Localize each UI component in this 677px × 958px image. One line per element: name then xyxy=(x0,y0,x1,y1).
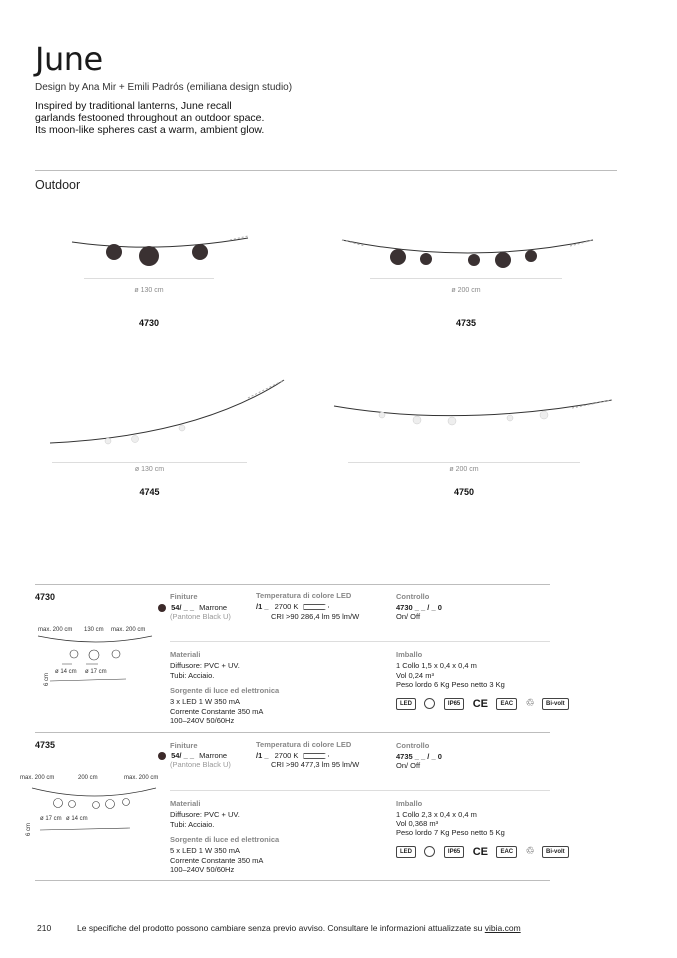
temperature-label: Temperatura di colore LED xyxy=(256,740,352,749)
control-label: Controllo xyxy=(396,741,430,750)
dimension-line xyxy=(348,462,580,463)
footer-link[interactable]: vibia.com xyxy=(484,923,521,933)
spec-inner-divider xyxy=(170,790,550,791)
finish-name: Marrone xyxy=(199,603,228,612)
spec-divider xyxy=(35,584,550,585)
eac-badge: EAC xyxy=(496,698,517,710)
source-line: Corrente Constante 350 mA xyxy=(170,707,264,716)
finish-label: Finiture xyxy=(170,592,198,601)
led-badge: LED xyxy=(396,698,416,710)
dim-d1: ø 14 cm xyxy=(55,669,77,675)
packaging-line: 1 Collo 2,3 x 0,4 x 0,4 m xyxy=(396,810,477,819)
temperature-code: /1 _ xyxy=(256,602,269,611)
source-label: Sorgente di luce ed elettronica xyxy=(170,835,280,844)
lamp-illustration-4730 xyxy=(70,230,250,270)
temperature-cri: CRI >90 286,4 lm 95 lm/W xyxy=(271,612,360,621)
dim-mid: 130 cm xyxy=(84,627,104,633)
bulb-icon xyxy=(424,846,435,857)
diameter-label: ø 200 cm xyxy=(451,287,481,294)
model-code: 4750 xyxy=(453,487,475,497)
dimension-line xyxy=(52,462,247,463)
spec-inner-divider xyxy=(170,641,550,642)
packaging-line: Vol 0,24 m³ xyxy=(396,671,434,680)
source-label: Sorgente di luce ed elettronica xyxy=(170,686,280,695)
dim-height: 6 cm xyxy=(44,672,50,686)
dimension-line xyxy=(370,278,562,279)
temperature-label: Temperatura di colore LED xyxy=(256,591,352,600)
lamp-illustration-4745 xyxy=(48,378,288,448)
diameter-label: ø 130 cm xyxy=(134,466,165,473)
model-code: 4745 xyxy=(139,487,160,497)
materials-line: Tubi: Acciaio. xyxy=(170,820,215,829)
volt-badge: Bi-volt xyxy=(542,698,569,710)
page-number: 210 xyxy=(37,923,52,933)
eac-badge: EAC xyxy=(496,846,517,858)
color-temp-icon xyxy=(303,604,329,610)
temperature-value: 2700 K xyxy=(274,751,299,760)
dimension-line xyxy=(84,278,214,279)
source-line: Corrente Constante 350 mA xyxy=(170,856,264,865)
materials-line: Diffusore: PVC + UV. xyxy=(170,810,240,819)
dim-left: max. 200 cm xyxy=(20,775,55,781)
materials-line: Tubi: Acciaio. xyxy=(170,671,215,680)
intro-line: Its moon-like spheres cast a warm, ambient glow. xyxy=(35,124,265,136)
dim-left: max. 200 cm xyxy=(38,627,73,633)
designer-credit: Design by Ana Mir + Emili Padrós (emiliana design studio) xyxy=(35,82,293,93)
ip-badge: IP65 xyxy=(444,846,464,858)
spec-divider xyxy=(35,880,550,881)
lamp-illustration-4735 xyxy=(340,236,595,276)
intro-line: Inspired by traditional lanterns, June recall xyxy=(35,100,232,112)
certification-row xyxy=(396,843,573,861)
materials-label: Materiali xyxy=(170,650,201,659)
dim-right: max. 200 cm xyxy=(124,775,159,781)
footer-text: Le specifiche del prodotto possono cambiare senza previo avviso. Consultare le informazioni attualizzate su xyxy=(77,923,485,933)
bulb-icon xyxy=(424,698,435,709)
dim-d1: ø 17 cm xyxy=(40,816,62,822)
dim-right: max. 200 cm xyxy=(111,627,146,633)
dim-mid: 200 cm xyxy=(78,775,98,781)
packaging-line: Peso lordo 7 Kg Peso netto 5 Kg xyxy=(396,828,505,837)
ce-mark: CE xyxy=(472,845,488,858)
finish-code: 54/ _ _ xyxy=(171,603,195,612)
control-label: Controllo xyxy=(396,592,430,601)
source-line: 100–240V 50/60Hz xyxy=(170,716,235,725)
finish-pantone: (Pantone Black U) xyxy=(170,760,231,769)
temperature-cri: CRI >90 477,3 lm 95 lm/W xyxy=(271,760,360,769)
model-code: 4735 xyxy=(455,318,477,328)
led-badge: LED xyxy=(396,846,416,858)
packaging-line: Vol 0,368 m³ xyxy=(396,819,439,828)
header-divider xyxy=(35,170,617,171)
recycle-icon: ♲ xyxy=(525,846,535,858)
technical-drawing xyxy=(30,784,160,834)
temperature-code: /1 _ xyxy=(256,751,269,760)
page-title: June xyxy=(35,40,103,78)
spec-code: 4735 xyxy=(35,740,56,750)
materials-label: Materiali xyxy=(170,799,201,808)
diameter-label: ø 200 cm xyxy=(449,466,479,473)
diameter-label: ø 130 cm xyxy=(134,287,164,294)
control-code: 4730 _ _ / _ 0 xyxy=(396,603,442,612)
source-line: 5 x LED 1 W 350 mA xyxy=(170,846,241,855)
control-value: On/ Off xyxy=(396,612,421,621)
materials-line: Diffusore: PVC + UV. xyxy=(170,661,240,670)
dim-height: 6 cm xyxy=(26,822,32,836)
source-line: 3 x LED 1 W 350 mA xyxy=(170,697,241,706)
spec-code: 4730 xyxy=(35,592,56,602)
footer-disclaimer xyxy=(77,923,521,933)
finish-pantone: (Pantone Black U) xyxy=(170,612,231,621)
finish-swatch xyxy=(158,604,166,612)
technical-drawing xyxy=(36,634,156,684)
recycle-icon: ♲ xyxy=(525,698,535,710)
finish-label: Finiture xyxy=(170,741,198,750)
temperature-value: 2700 K xyxy=(274,602,299,611)
dim-d2: ø 17 cm xyxy=(85,669,107,675)
control-code: 4735 _ _ / _ 0 xyxy=(396,752,442,761)
certification-row xyxy=(396,695,573,713)
packaging-label: Imballo xyxy=(396,650,423,659)
finish-swatch xyxy=(158,752,166,760)
volt-badge: Bi-volt xyxy=(542,846,569,858)
model-code: 4730 xyxy=(138,318,160,328)
ce-mark: CE xyxy=(472,697,488,710)
lamp-illustration-4750 xyxy=(332,398,614,428)
finish-code: 54/ _ _ xyxy=(171,751,195,760)
packaging-line: Peso lordo 6 Kg Peso netto 3 Kg xyxy=(396,680,505,689)
control-value: On/ Off xyxy=(396,761,421,770)
finish-name: Marrone xyxy=(199,751,228,760)
temperature-row xyxy=(256,602,329,612)
intro-text xyxy=(35,100,315,136)
ip-badge: IP65 xyxy=(444,698,464,710)
intro-line: garlands festooned throughout an outdoor space. xyxy=(35,112,265,124)
spec-divider xyxy=(35,732,550,733)
section-title: Outdoor xyxy=(35,178,81,192)
source-line: 100–240V 50/60Hz xyxy=(170,865,235,874)
color-temp-icon xyxy=(303,753,329,759)
packaging-line: 1 Collo 1,5 x 0,4 x 0,4 m xyxy=(396,661,477,670)
packaging-label: Imballo xyxy=(396,799,423,808)
dim-d2: ø 14 cm xyxy=(66,816,88,822)
